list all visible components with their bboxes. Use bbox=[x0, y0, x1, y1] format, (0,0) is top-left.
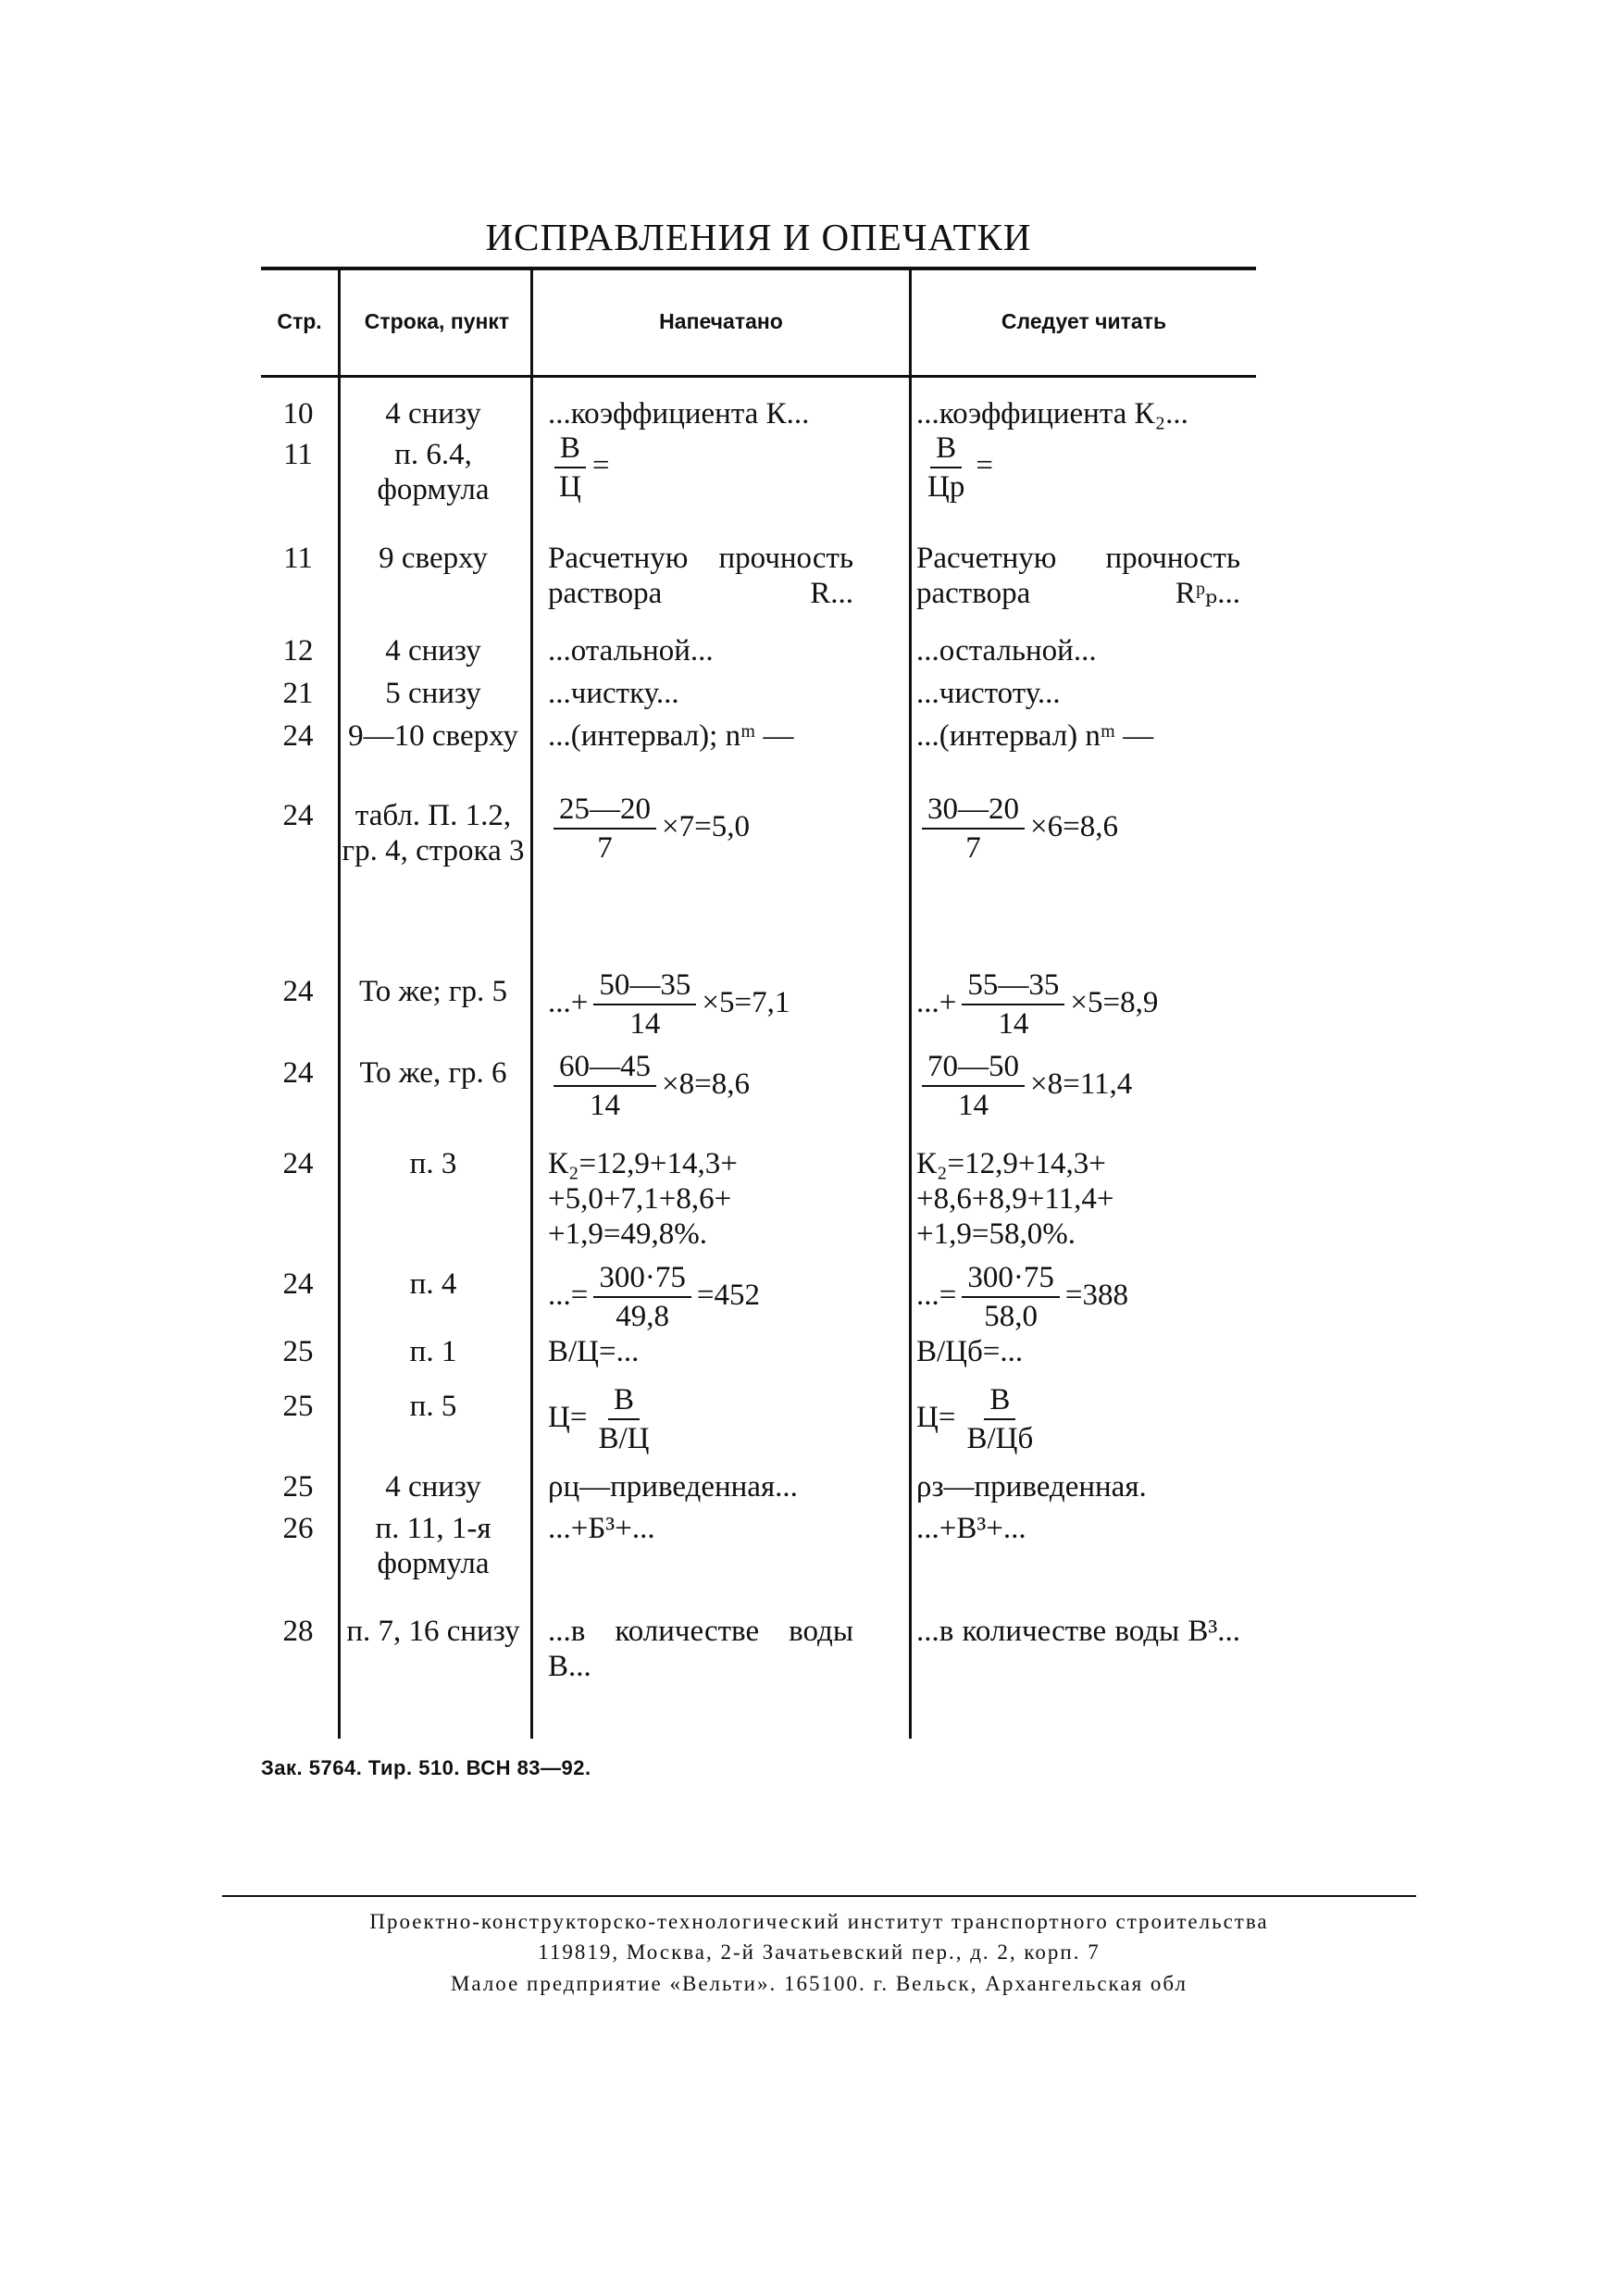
column-divider bbox=[530, 267, 533, 1739]
cell-correct: ...остальной... bbox=[916, 634, 1097, 668]
formula-suffix: ×5=7,1 bbox=[702, 985, 790, 1019]
cell-printed: ...отальной... bbox=[548, 634, 714, 668]
cell-correct: ...+В³+... bbox=[916, 1512, 1026, 1545]
fraction-denominator: 7 bbox=[965, 831, 981, 865]
cell-correct bbox=[916, 1050, 1259, 1122]
fraction-numerator: В bbox=[608, 1383, 640, 1420]
cell-line: п. 6.4, формула bbox=[377, 438, 490, 506]
fraction-numerator: В bbox=[554, 431, 586, 468]
cell-line: То же; гр. 5 bbox=[359, 975, 507, 1008]
fraction-numerator: 55—35 bbox=[962, 968, 1064, 1005]
cell-correct bbox=[916, 968, 1259, 1041]
cell-printed bbox=[548, 1146, 881, 1252]
header-line: Строка, пункт bbox=[364, 308, 510, 333]
formula bbox=[548, 1383, 660, 1455]
cell-printed bbox=[548, 968, 881, 1041]
fraction-denominator: В/Цб bbox=[966, 1422, 1034, 1455]
cell-page: 24 bbox=[282, 1056, 314, 1090]
fraction-denominator: 14 bbox=[590, 1089, 620, 1122]
formula bbox=[916, 1383, 1044, 1455]
fraction bbox=[962, 968, 1064, 1041]
fraction bbox=[554, 1050, 656, 1122]
header-correct: Следует читать bbox=[1001, 308, 1167, 333]
formula-suffix: = bbox=[976, 448, 993, 482]
formula bbox=[548, 968, 790, 1041]
formula-suffix: ×7=5,0 bbox=[662, 809, 750, 843]
cell-printed: ...коэффициента К... bbox=[548, 397, 810, 430]
fraction-numerator: 60—45 bbox=[554, 1050, 656, 1087]
publisher-line-2: 119819, Москва, 2-й Зачатьевский пер., д. 2, корп. 7 bbox=[538, 1940, 1101, 1964]
cell-page: 24 bbox=[282, 1147, 314, 1180]
formula-line: +1,9=49,8%. bbox=[548, 1217, 707, 1251]
cell-line: п. 11, 1-я формула bbox=[375, 1512, 491, 1580]
order-info: Зак. 5764. Тир. 510. ВСН 83—92. bbox=[261, 1756, 591, 1779]
header-page: Стр. bbox=[277, 308, 322, 333]
fraction-numerator: 300·75 bbox=[593, 1261, 691, 1298]
cell-correct bbox=[916, 1261, 1259, 1333]
cell-correct: ...чистоту... bbox=[916, 677, 1061, 710]
fraction bbox=[962, 1261, 1060, 1333]
column-divider bbox=[909, 267, 912, 1739]
cell-line: 9—10 сверху bbox=[348, 719, 518, 753]
formula-prefix: ...= bbox=[916, 1278, 957, 1312]
cell-correct: ...(интервал) nᵐ — bbox=[916, 719, 1154, 753]
header-printed: Напечатано bbox=[659, 308, 783, 333]
formula bbox=[548, 792, 750, 865]
formula bbox=[916, 431, 993, 504]
fraction bbox=[554, 792, 656, 865]
formula bbox=[916, 1050, 1133, 1122]
cell-page: 12 bbox=[282, 634, 314, 668]
cell-page: 11 bbox=[283, 438, 313, 471]
cell-correct: ...в количестве воды В³... bbox=[916, 1615, 1240, 1648]
cell-page: 24 bbox=[282, 975, 314, 1008]
cell-printed: ...в количестве воды В... bbox=[548, 1615, 853, 1683]
cell-line: 4 снизу bbox=[385, 397, 481, 430]
cell-correct bbox=[916, 431, 1259, 504]
cell-correct: Расчетную прочность раствора Rᵖₚ... bbox=[916, 542, 1240, 610]
formula-line: +8,6+8,9+11,4+ bbox=[916, 1182, 1114, 1216]
formula-prefix: ...+ bbox=[548, 985, 589, 1019]
fraction bbox=[922, 1050, 1025, 1122]
formula bbox=[548, 431, 610, 504]
cell-printed bbox=[548, 1050, 881, 1122]
cell-page: 28 bbox=[282, 1615, 314, 1648]
formula bbox=[916, 968, 1159, 1041]
formula-line: К₂=12,9+14,3+ bbox=[548, 1147, 738, 1180]
fraction bbox=[922, 792, 1025, 865]
fraction-numerator: 300·75 bbox=[962, 1261, 1060, 1298]
page-title: ИСПРАВЛЕНИЯ И ОПЕЧАТКИ bbox=[485, 216, 1032, 258]
footer-rule-top bbox=[222, 1895, 1416, 1897]
fraction-denominator: 14 bbox=[958, 1089, 989, 1122]
formula-line: К₂=12,9+14,3+ bbox=[916, 1147, 1106, 1180]
fraction-denominator: Цр bbox=[927, 470, 965, 504]
fraction-numerator: 25—20 bbox=[554, 792, 656, 830]
formula-suffix: =388 bbox=[1064, 1278, 1128, 1312]
cell-page: 24 bbox=[282, 719, 314, 753]
formula bbox=[916, 792, 1118, 865]
fraction bbox=[961, 1383, 1039, 1455]
cell-correct: ...коэффициента К₂... bbox=[916, 397, 1188, 430]
cell-correct: В/Цб=... bbox=[916, 1335, 1024, 1368]
cell-correct bbox=[916, 792, 1259, 865]
cell-printed bbox=[548, 431, 881, 504]
fraction bbox=[922, 431, 970, 504]
cell-printed: ...+Б³+... bbox=[548, 1512, 655, 1545]
publisher-line-3: Малое предприятие «Вельти». 165100. г. Вельск, Архангельская обл bbox=[450, 1972, 1188, 1995]
cell-line: п. 5 bbox=[409, 1390, 457, 1423]
fraction bbox=[592, 1383, 654, 1455]
fraction-denominator: 14 bbox=[629, 1007, 661, 1041]
cell-page: 25 bbox=[282, 1470, 314, 1504]
cell-printed: ...(интервал); nᵐ — bbox=[548, 719, 794, 753]
fraction-denominator: Ц bbox=[559, 470, 581, 504]
fraction-numerator: 30—20 bbox=[922, 792, 1025, 830]
cell-page: 21 bbox=[282, 677, 314, 710]
errata-table bbox=[261, 267, 1256, 1739]
cell-printed bbox=[548, 1383, 881, 1455]
formula-prefix: ...+ bbox=[916, 985, 957, 1019]
cell-page: 25 bbox=[282, 1335, 314, 1368]
formula-suffix: =452 bbox=[696, 1278, 760, 1312]
cell-printed: В/Ц=... bbox=[548, 1335, 640, 1368]
formula-line: +5,0+7,1+8,6+ bbox=[548, 1182, 732, 1216]
cell-correct bbox=[916, 1383, 1259, 1455]
formula-line: +1,9=58,0%. bbox=[916, 1217, 1076, 1251]
formula-suffix: ×6=8,6 bbox=[1030, 809, 1118, 843]
publisher-line-1: Проектно-конструкторско-технологический институт транспортного строительства bbox=[369, 1910, 1269, 1933]
cell-page: 24 bbox=[282, 799, 314, 832]
cell-line: 4 снизу bbox=[385, 1470, 481, 1504]
fraction-denominator: 49,8 bbox=[616, 1300, 669, 1333]
formula-suffix: ×5=8,9 bbox=[1070, 985, 1159, 1019]
fraction bbox=[593, 968, 696, 1041]
cell-printed: Расчетную прочность раствора R... bbox=[548, 542, 853, 610]
fraction-numerator: В bbox=[930, 431, 962, 468]
fraction bbox=[593, 1261, 691, 1333]
formula-suffix: ×8=8,6 bbox=[662, 1067, 750, 1101]
cell-correct: ρз—приведенная. bbox=[916, 1470, 1147, 1504]
formula-prefix: ...= bbox=[548, 1278, 589, 1312]
cell-printed: ...чистку... bbox=[548, 677, 679, 710]
fraction-numerator: 50—35 bbox=[593, 968, 696, 1005]
cell-printed bbox=[548, 1261, 881, 1333]
cell-line: 9 сверху bbox=[379, 542, 488, 575]
cell-page: 11 bbox=[283, 542, 313, 575]
fraction-numerator: В bbox=[984, 1383, 1015, 1420]
fraction bbox=[554, 431, 587, 504]
cell-line: То же, гр. 6 bbox=[359, 1056, 507, 1090]
formula bbox=[548, 1050, 750, 1122]
formula-prefix: Ц= bbox=[916, 1400, 956, 1434]
cell-correct bbox=[916, 1146, 1259, 1252]
cell-line: п. 4 bbox=[409, 1267, 457, 1301]
cell-page: 26 bbox=[282, 1512, 314, 1545]
fraction-denominator: 14 bbox=[998, 1007, 1029, 1041]
fraction-denominator: 7 bbox=[597, 831, 613, 865]
cell-line: п. 1 bbox=[409, 1335, 457, 1368]
cell-page: 10 bbox=[282, 397, 314, 430]
cell-line: п. 7, 16 снизу bbox=[346, 1615, 520, 1648]
cell-printed bbox=[548, 792, 881, 865]
fraction-denominator: 58,0 bbox=[984, 1300, 1038, 1333]
cell-line: табл. П. 1.2, гр. 4, строка 3 bbox=[342, 799, 525, 867]
formula-suffix: = bbox=[591, 448, 610, 482]
formula-suffix: ×8=11,4 bbox=[1030, 1067, 1133, 1101]
cell-printed: ρц—приведенная... bbox=[548, 1470, 798, 1504]
fraction-denominator: В/Ц bbox=[598, 1422, 650, 1455]
cell-line: п. 3 bbox=[409, 1147, 457, 1180]
fraction-numerator: 70—50 bbox=[922, 1050, 1025, 1087]
formula-prefix: Ц= bbox=[548, 1400, 588, 1434]
cell-page: 24 bbox=[282, 1267, 314, 1301]
cell-line: 4 снизу bbox=[385, 634, 481, 668]
cell-line: 5 снизу bbox=[385, 677, 481, 710]
cell-page: 25 bbox=[282, 1390, 314, 1423]
